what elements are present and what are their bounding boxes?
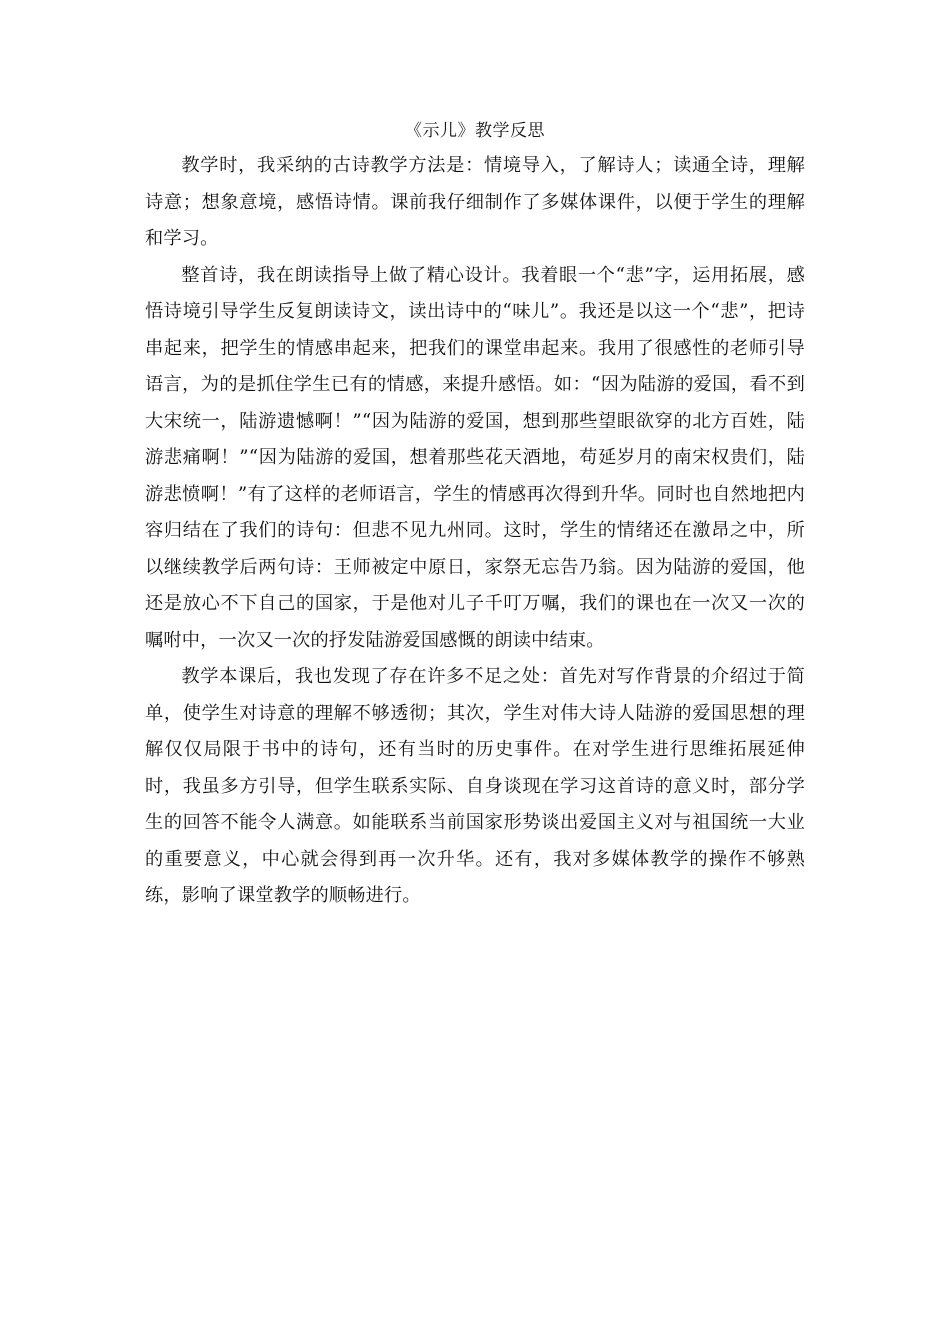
paragraph-teaching-method: 教学时，我采纳的古诗教学方法是：情境导入，了解诗人；读通全诗，理解诗意；想象意境，感悟诗情。课前我仔细制作了多媒体课件，以便于学生的理解和学习。: [145, 155, 805, 249]
paragraph-reading-guidance: 整首诗，我在朗读指导上做了精心设计。我着眼一个“悲”字，运用拓展，感悟诗境引导学生反复朗读诗文，读出诗中的“味儿”。我还是以这一个“悲”，把诗串起来，把学生的情感串起来，把我们的课堂串起来。我用了很感性的老师引导语言，为的是抓住学生已有的情感，来提升感悟。如：“因为陆游的爱国，看不到大宋统一，陆游遗憾啊！”“因为陆游的爱国，想到那些望眼欲穿的北方百姓，陆游悲痛啊！”“因为陆游的爱国，想着那些花天酒地，苟延岁月的南宋权贵们，陆游悲愤啊！”有了这样的老师语言，学生的情感再次得到升华。同时也自然地把内容归结在了我们的诗句：但悲不见九州同。这时，学生的情绪还在激昂之中，所以继续教学后两句诗：王师被定中原日，家祭无忘告乃翁。因为陆游的爱国，他还是放心不下自己的国家，于是他对儿子千叮万嘱，我们的课也在一次又一次的嘱咐中，一次又一次的抒发陆游爱国感慨的朗读中结束。: [145, 264, 805, 651]
document-body: [145, 118, 805, 915]
document-title: 《示儿》教学反思: [405, 121, 545, 141]
paragraph-shortcomings: 教学本课后，我也发现了存在许多不足之处：首先对写作背景的介绍过于简单，使学生对诗意的理解不够透彻；其次，学生对伟大诗人陆游的爱国思想的理解仅仅局限于书中的诗句，还有当时的历史事件。在对学生进行思维拓展延伸时，我虽多方引导，但学生联系实际、自身谈现在学习这首诗的意义时，部分学生的回答不能令人满意。如能联系当前国家形势谈出爱国主义对与祖国统一大业的重要意义，中心就会得到再一次升华。还有，我对多媒体教学的操作不够熟练，影响了课堂教学的顺畅进行。: [145, 666, 805, 906]
